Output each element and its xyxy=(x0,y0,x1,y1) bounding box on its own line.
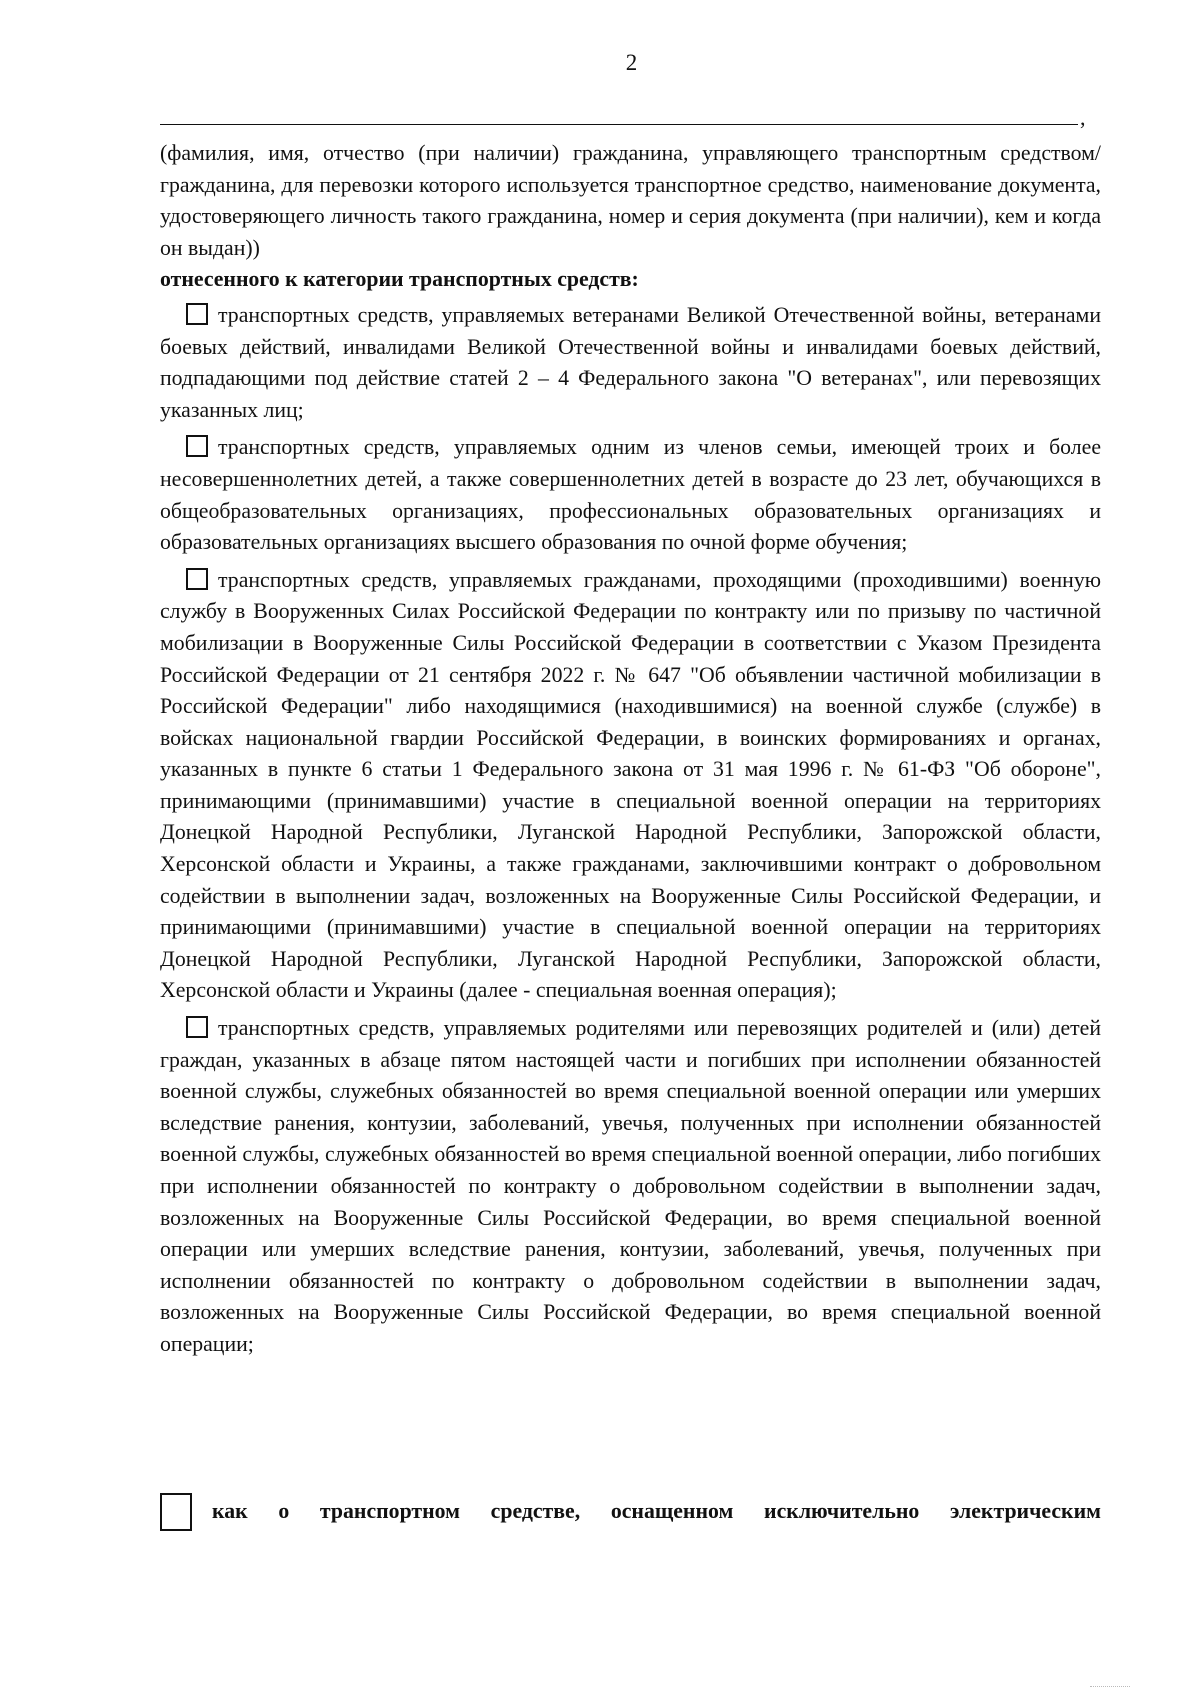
category-item-text: транспортных средств, управляемых гражданами, проходящими (проходившими) военную службу в Вооруженных Силах Российской Федерации по контракту или по призыву по частичной мобилизации в Вооруженные Силы Российской Федерации в соответствии с Указом Президента Российской Федерации от 21 сентября 2022 г. № 647 "Об объявлении частичной мобилизации в Российской Федерации" либо находящимися (находившимися) на военной службе (службе) в войсках национальной гвардии Российской Федерации, в воинских формированиях и органах, указанных в пункте 6 статьи 1 Федерального закона от 31 мая 1996 г. № 61-ФЗ "Об обороне", принимающими (принимавшими) участие в специальной военной операции на территориях Донецкой Народной Республики, Луганской Народной Республики, Запорожской области, Херсонской области и Украины, а также гражданами, заключившими контракт о добровольном содействии в выполнении задач, возложенных на Вооруженные Силы Российской Федерации, и принимающими (принимавшими) участие в специальной военной операции на территориях Донецкой Народной Республики, Луганской Народной Республики, Запорожской области, Херсонской области и Украины (далее - специальная военная операция); xyxy=(160,567,1101,1003)
checkbox-veterans[interactable] xyxy=(186,303,208,325)
category-item-parents xyxy=(160,1013,1101,1361)
fill-line-comma: , xyxy=(1080,105,1086,130)
checkbox-military[interactable] xyxy=(186,568,208,590)
page-number: 2 xyxy=(625,50,638,75)
document-body xyxy=(160,138,1101,1361)
category-item-text: транспортных средств, управляемых одним из членов семьи, имеющей троих и более несовершеннолетних детей, а также совершеннолетних детей в возрасте до 23 лет, обучающихся в общеобразовательных организациях, профессиональных образовательных организациях и образовательных организациях высшего образования по очной форме обучения; xyxy=(160,435,1101,555)
name-fill-line[interactable] xyxy=(160,124,1078,125)
electric-vehicle-option xyxy=(160,1493,1101,1537)
category-item-text: транспортных средств, управляемых родителями или перевозящих родителей и (или) детей граждан, указанных в абзаце пятом настоящей части и погибших при исполнении обязанностей военной службы, служебных обязанностей во время специальной военной операции или умерших вследствие ранения, контузии, заболеваний, увечья, полученных при исполнении обязанностей военной службы, служебных обязанностей во время специальной военной операции, либо погибших при исполнении обязанностей по контракту о добровольном содействии в выполнении задач, возложенных на Вооруженные Силы Российской Федерации, во время специальной военной операции или умерших вследствие ранения, контузии, заболеваний, увечья, полученных при исполнении обязанностей по контракту о добровольном содействии в выполнении задач, возложенных на Вооруженные Силы Российской Федерации, во время специальной военной операции; xyxy=(160,1016,1101,1356)
category-heading: отнесенного к категории транспортных средств: xyxy=(160,267,639,292)
checkbox-large-family[interactable] xyxy=(186,435,208,457)
checkbox-electric-vehicle[interactable] xyxy=(160,1493,192,1531)
category-item-military xyxy=(160,565,1101,1007)
electric-vehicle-label: как о транспортном средстве, оснащенном исключительно электрическим xyxy=(212,1499,1101,1523)
checkbox-parents[interactable] xyxy=(186,1016,208,1038)
category-item-veterans xyxy=(160,300,1101,426)
category-item-large-family xyxy=(160,432,1101,558)
category-item-text: транспортных средств, управляемых ветеранами Великой Отечественной войны, ветеранами боевых действий, инвалидами Великой Отечественной войны и инвалидами боевых действий, подпадающими под действие статей 2 – 4 Федерального закона "О ветеранах", или перевозящих указанных лиц; xyxy=(160,302,1101,422)
scan-footer-mark xyxy=(1090,1686,1130,1693)
intro-paragraph: (фамилия, имя, отчество (при наличии) гражданина, управляющего транспортным средством/гражданина, для перевозки которого используется транспортное средство, наименование документа, удостоверяющего личность такого гражданина, номер и серия документа (при наличии), кем и когда он выдан)) xyxy=(160,141,1101,260)
